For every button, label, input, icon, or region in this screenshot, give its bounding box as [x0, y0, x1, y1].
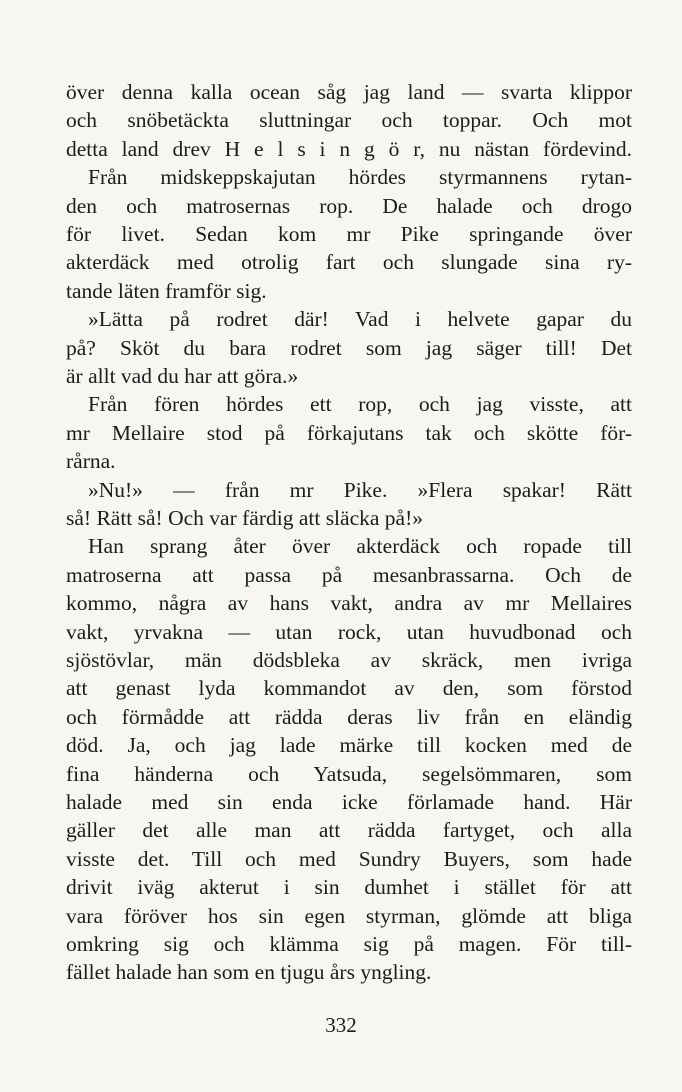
- text-line: sjöstövlar, män dödsbleka av skräck, men ivriga: [66, 648, 632, 672]
- text-line: »Nu!» — från mr Pike. »Flera spakar! Rätt: [88, 477, 632, 502]
- text-line: över denna kalla ocean såg jag land — svarta klippor: [66, 80, 632, 104]
- text-line: död. Ja, och jag lade märke till kocken med de: [66, 733, 632, 758]
- text-line: »Lätta på rodret där! Vad i helvete gapar du: [88, 307, 632, 332]
- text-line: Från fören hördes ett rop, och jag visste, att: [88, 392, 632, 417]
- text-line: gäller det alle man att rädda fartyget, och alla: [66, 818, 632, 843]
- text-line: matroserna att passa på mesanbrassarna. Och de: [66, 562, 632, 587]
- text-line: drivit iväg akterut i sin dumhet i stället för att: [66, 875, 632, 900]
- text-line: Från midskeppskajutan hördes styrmannens rytan-: [88, 165, 632, 190]
- text-line: omkring sig och klämma sig på magen. För till-: [66, 932, 632, 956]
- text-line: för livet. Sedan kom mr Pike springande över: [66, 222, 632, 246]
- text-line: rårna.: [66, 449, 116, 474]
- text-line: detta land drev H e l s i n g ö r, nu nästan fördevind.: [66, 136, 632, 161]
- text-line: och snöbetäckta sluttningar och toppar. Och mot: [66, 108, 632, 133]
- text-line: kommo, några av hans vakt, andra av mr Mellaires: [66, 591, 632, 616]
- text-line: fället halade han som en tjugu års yngling.: [66, 960, 432, 985]
- text-line: akterdäck med otrolig fart och slungade sina ry-: [66, 250, 632, 275]
- text-line: mr Mellaire stod på förkajutans tak och skötte för-: [66, 420, 632, 445]
- text-line: så! Rätt så! Och var färdig att släcka på!»: [66, 506, 423, 530]
- text-line: och förmådde att rädda deras liv från en eländig: [66, 704, 632, 729]
- text-line: är allt vad du har att göra.»: [66, 364, 299, 388]
- text-line: fina händerna och Yatsuda, segelsömmaren, som: [66, 761, 632, 786]
- text-line: vakt, yrvakna — utan rock, utan huvudbonad och: [66, 619, 632, 644]
- text-line: den och matrosernas rop. De halade och drogo: [66, 193, 632, 218]
- text-line: att genast lyda kommandot av den, som förstod: [66, 676, 632, 701]
- text-line: halade med sin enda icke förlamade hand. Här: [66, 790, 632, 814]
- text-line: visste det. Till och med Sundry Buyers, som hade: [66, 846, 632, 871]
- text-line: vara föröver hos sin egen styrman, glömde att bliga: [66, 903, 632, 928]
- text-line: tande läten framför sig.: [66, 278, 267, 303]
- text-line: på? Sköt du bara rodret som jag säger till! Det: [66, 335, 632, 360]
- page-number: 332: [325, 1013, 357, 1037]
- text-line: Han sprang åter över akterdäck och ropade till: [88, 534, 632, 559]
